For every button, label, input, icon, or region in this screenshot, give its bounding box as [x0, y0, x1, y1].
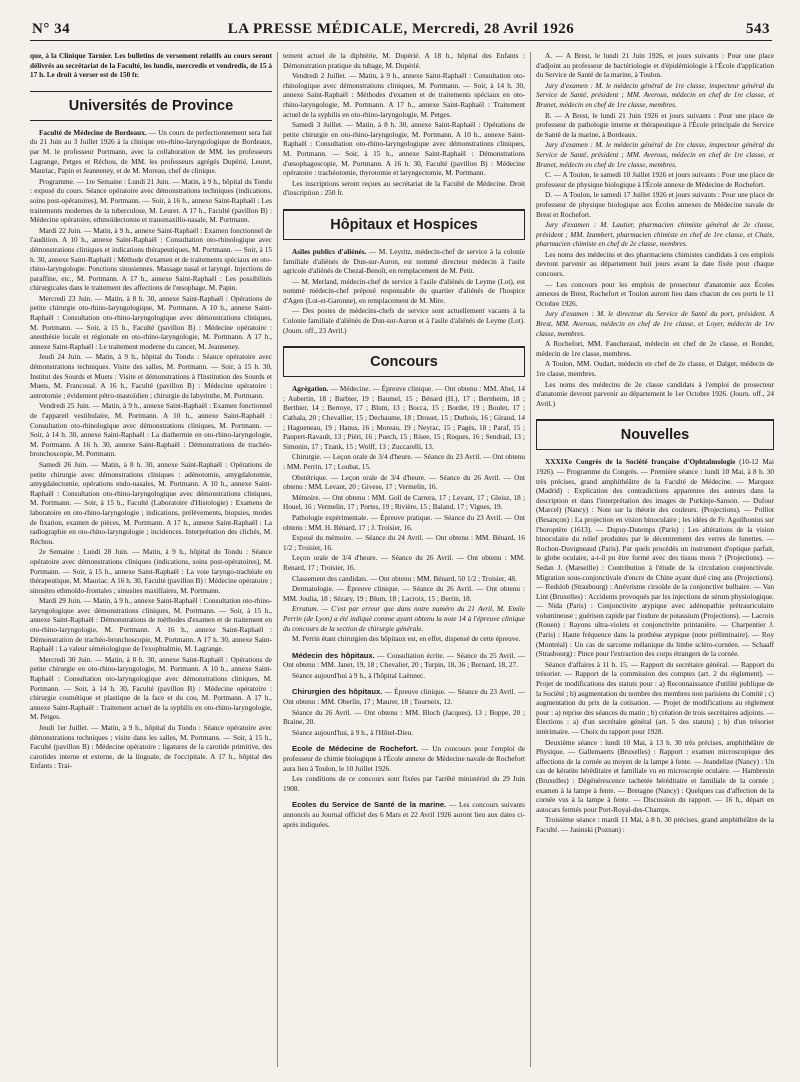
chirurgien-paragraph: [283, 687, 525, 707]
section-title-hopitaux: Hôpitaux et Hospices: [283, 209, 525, 240]
chirurgien-text: — Épreuve clinique. — Séance du 23 Avril. — Ont obtenu : MM. Oberlin, 17 ; Maurer, 18 ; Tourneix, 12.: [283, 688, 525, 707]
section-title-concours: Concours: [283, 346, 525, 377]
column-2: [283, 52, 525, 1072]
chirurgien-block: [283, 687, 525, 738]
program-paragraph: Programme. — 1re Semaine : Lundi 21 Juin. — Matin, à 9 h., hôpital du Tondu : exposé du cours. Séance opératoire avec démonstrations techniques (indications, soins post-opératoires), M. Portmann. — Soir, à 16 h., annexe Saint-Raphaël : Les traitements modernes de la tuberculose, M. Leuret. A 17 h., Faculté (pavillon B) : Médecine opératoire, ethmoïdectomie et transmaxillo-nasale, M. Portmann.: [30, 177, 272, 225]
chirurgien-lead: Chirurgien des hôpitaux.: [292, 687, 383, 697]
congres-paragraph: Séance d'affaires à 11 h. 15. — Rapport du secrétaire général. — Rapport du trésorier. — Rapport de la commission des comptes (art. 2 du règlement). — Projet de modifications des statuts pour : a) Reconnaissance d'utilité publique de la Société ; b) augmentation du nombre des membres non parisiens du Comité ; c) augmentation du prix de la cotisation. — Projet de modifications au règlement pour : a) reprise des séances du matin ; b) création de trois secrétaires adjoints. — Élections : a) d'un secrétaire général (art. 5 des statuts) ; b) d'un trésorier intérimaire. — Choix du rapport pour 1928.: [536, 660, 774, 736]
agregation-text: — Médecine. — Épreuve clinique. — Ont obtenu : MM. Abel, 14 ; Aubertin, 18 ; Barbier, 19 ; Baumel, 15 ; Bénard (H.), 17 ; Bernheim, 18 ; Berthier, 14 ; Bertoye, 17 ; Blum, 13 ; Bocca, 15 ; Bordet, 19 ; Boulet, 17 ; Cathala, 20 ; Chevallier, 15 ; Dechaume, 18 ; Drouet, 15 ; Duthois, 16 ; Giraud, 14 ; Hagueneau, 19 ; Hanus, 16 ; Moreau, 19 ; Neyrac, 15 ; Pagès, 18 ; Paraf, 15 ; Paupert-Ravault, 13 ; Piéri, 16 ; Puech, 15 ; Risee, 15 ; Roques, 16 ; Sendrail, 13 ; Simonin, 17 ; Tzank, 15 ; Wolff, 13 ; Zuccarelli, 13.: [283, 385, 525, 451]
program-paragraph: 2e Semaine : Lundi 28 Juin. — Matin, à 9 h., hôpital du Tondu : Séance opératoire avec démonstrations cliniques (indications, soins post-opératoires), M. Portmann. — Soir, à 15 h., annexe Saint-Raphaël : La voie laryngo-trachéale en thérapeutique, M. Mauriac. A 16 h. 30, Faculté (pavillon B) : Médecine opératoire ; sinusites ethmoïdo-frontales ; sinusites maxillaires, M. Portmann.: [30, 548, 272, 595]
ecoles-lead: Ecoles du Service de Santé de la marine.: [292, 800, 447, 810]
jury-paragraph: Jury d'examen : M. Lautier, pharmacien chimiste général de 2e classe, président ; MM. Izambert, pharmacien chimiste en chef de 1re classe, et Chaix, pharmacien chimiste en chef de 2e classe, membres.: [536, 221, 774, 249]
congres-paragraph: Deuxième séance : lundi 10 Mai, à 13 h. 30 très précises, amphithéâtre de Physique. — Gallemaerts (Bruxelles) : Rapport : examen microscopique des affections de la cornée au moyen de la lampe à fente. — Jeandelize (Nancy) : Un cas de kératite héréditaire et familiale vu en microscopie oculaire. — Hambresin (Bruxelles) : Dégénérescence tachetée héréditaire et familiale de la cornée ; examen à la lampe à fente. — Bretagne (Nancy) : Quelques cas d'affection de la cornée vus à la lampe à fente. — Discussion du rapport. — 16 h., départ en autocars fermés pour Port-Royal-des-Champs.: [536, 738, 774, 814]
running-head: [30, 18, 772, 41]
program-paragraph: Samedi 3 Juillet. — Matin, à 8 h. 30, annexe Saint-Raphaël : Opérations de petite chirurgie en oto-rhino-laryngologie, M. Portmann. A 10 h., annexe Saint-Raphaël : Consultation oto-rhino-laryngologique avec démonstrations cliniques, M. Portmann. — Soir, à 15 h., annexe Saint-Raphaël : Démonstrations d'œsophagoscopie, M. Portmann. A 16 h. 30, Faculté (pavillon B) : Médecine opératoire : trachéotomie, thyrotomie et laryngectomie, M. Portmann.: [283, 121, 525, 178]
agregation-paragraph: Chirurgie. — Leçon orale de 3/4 d'heure. — Séance du 23 Avril. — Ont obtenu : MM. Perrin, 17 ; Loubat, 15.: [283, 453, 525, 471]
chirurgien-paragraph: Séance aujourd'hui, à 9 h., à l'Hôtel-Dieu.: [292, 728, 413, 737]
erratum-paragraph: Erratum. — C'est par erreur que dans notre numéro du 21 Avril, M. Emile Perrin (de Lyon) a été indiqué comme ayant obtenu la note 14 à l'épreuve clinique du concours de la section de chirurgie générale.: [283, 605, 525, 633]
program-paragraph: Mercredi 30 Juin. — Matin, à 8 h. 30, annexe Saint-Raphaël : Opérations de petite chirurgie en oto-rhino-laryngologie, M. Portmann. A 10 h., annexe Saint-Raphaël : Consultation oto-laryngologique avec démonstrations cliniques, M. Portmann. — Soir, à 14 h. 30, Faculté (pavillon B) : Médecine opératoire : chirurgie cosmétique et plastique de la face et du cou, M. Portmann. A 17 h., annexe Saint-Raphaël : Traitement actuel de la syphilis en oto-rhino-laryngologie, M. Petges.: [30, 655, 272, 722]
marine-paragraph: C. — A Toulon, le samedi 10 Juillet 1926 et jours suivants : Pour une place de professeur de physique biologique à l'École annexe de Médecine de Rochefort.: [536, 171, 774, 189]
agregation-paragraph: Dermatologie. — Épreuve clinique. — Séance du 26 Avril. — Ont obtenu : MM. Joulia, 18 ; Sézary, 19 ; Blum, 18 ; Lacroix, 15 ; Bertin, 18.: [283, 585, 525, 603]
marine-paragraph: A Rochefort, MM. Faucheraud, médecin en chef de 2e classe, et Rondet, médecin de 1re classe, membres.: [536, 340, 774, 358]
section-title-nouvelles: Nouvelles: [536, 419, 774, 450]
marine-paragraph: A Toulon, MM. Oudart, médecin en chef de 2e classe, et Dalger, médecin de 1re classe, membres.: [536, 360, 774, 378]
marine-paragraph: B. — A Brest, le lundi 21 Juin 1926 et jours suivants : Pour une place de professeur de pathologie interne et thérapeutique à l'École principale du Service de Santé de la marine, à Bordeaux.: [536, 111, 774, 139]
agregation-paragraph: [283, 385, 525, 452]
erratum-paragraph: M. Perrin étant chirurgien des hôpitaux est, en effet, dispensé de cette épreuve.: [292, 635, 521, 644]
rochefort-paragraph: [283, 744, 525, 774]
medecin-text: — Consultation écrite. — Séance du 25 Avril. — Ont obtenu : MM. Janet, 19, 18 ; Chevalier, 20 ; Turpin, 18, 36 ; Bernard, 18, 27.: [283, 651, 525, 670]
ecoles-text: — Les concours suivants annoncés au Journal officiel des 6 Mars et 22 Avril 1926 auront lieu aux dates ci-après indiquées.: [283, 801, 525, 829]
jury-paragraph: Jury d'examen : M. le médecin général de 1re classe, inspecteur général du Service de Santé, président ; MM. Averous, médecin en chef de 1re classe, et Brunet, médecin en chef de 1re classe, membres.: [536, 141, 774, 169]
program-paragraph: Jeudi 24 Juin. — Matin, à 9 h., hôpital du Tondu : Séance opératoire avec démonstrations techniques. Visite des salles, M. Portmann. — Soir, à 15 h. 30, Institut des Sourds et Muets : Visite et démonstrations à l'Institution des Sourds et Muets, M. Francoual. A 16 h., Faculté (pavillon B) : Médecine opératoire : antrotomie ; évidement pétro-mastoïdien ; chirurgie du labyrinthe, M. Portmann.: [30, 353, 272, 400]
marine-paragraph: Les noms des médecins et des pharmaciens chimistes candidats à ces emplois devront parvenir au département huit jours avant la date fixée pour chaque concours.: [536, 250, 774, 279]
agregation-paragraph: Obstétrique. — Leçon orale de 3/4 d'heure. — Séance du 26 Avril. — Ont obtenu : MM. Levant, 20 ; Givese, 17 ; Vermelin, 16.: [283, 473, 525, 492]
asiles-paragraph: — Des postes de médecins-chefs de service sont actuellement vacants à la Colonie familiale d'aliénés de Dun-sur-Auron et à l'asile d'aliénés de Leyme (Lot). (Journ. off., 23 Avril.): [283, 307, 525, 335]
bordeaux-intro: — Un cours de perfectionnement sera fait du 21 Juin au 3 Juillet 1926 à la clinique oto-rhino-laryngologique de Bordeaux, par M. le professeur Portmann, avec la collaboration de MM. les professeurs Lagrange, Petges et Réchou, de MM. les professeurs agrégés Dupérié, Leuret, Mauriac, Papin et Jeanneney, et de M. Moreau, chef de clinique.: [30, 128, 272, 176]
agregation-paragraph: Mémoire. — Ont obtenu : MM. Goll de Carrera, 17 ; Levant, 17 ; Gleisz, 18 ; Houel, 16 ; Vermelin, 17 ; Portes, 19 ; Rivière, 15 ; Baland, 17 ; Vignes, 19.: [283, 493, 525, 512]
inscription-note: Les inscriptions seront reçues au secrétariat de la Faculté de Médecine. Droit d'inscription : 250 fr.: [283, 179, 525, 198]
agregation-paragraph: Pathologie expérimentale. — Épreuve pratique. — Séance du 23 Avril. — Ont obtenu : MM. H. Bénard, 17 ; J. Troisier, 16.: [283, 513, 525, 532]
program-paragraph: Samedi 26 Juin. — Matin, à 8 h. 30, annexe Saint-Raphaël : Opérations de petite chirurgie avec démonstrations cliniques : adénotomie, amygdalotomie, amygdalectomie, opérations endo-nasales, M. Portmann. A 10 h., annexe Saint-Raphaël : Consultation oto-rhino-laryngologique avec démonstrations cliniques, M. Portmann. — Soir, à 15 h., Faculté (Laboratoire d'Histologie) : Examens de laboratoire en oto-rhino-laryngologie ; indications, prélèvements, biopsies, modes de fixation, examen de pièces, M. Portmann. A 17 h., annexe Saint-Raphaël : La radiographie en oto-rhino-laryngologie ; incidences. Interprétation des clichés, M. Réchou.: [30, 460, 272, 546]
program-paragraph: Jeudi 1er Juillet. — Matin, à 9 h., hôpital du Tondu : Séance opératoire avec démonstrations techniques ; visite dans les salles, M. Portmann. — Soir, à 15 h., Faculté (pavillon B) : Médecine opératoire : ligatures de la carotide primitive, des carotides interne et externe, de la linguale, de l'occipitale. A 17 h., hôpital des Enfants : Trai-: [30, 724, 272, 771]
agregation-paragraph: Exposé du mémoire. — Séance du 24 Avril. — Ont obtenu : MM. Bénard, 16 1/2 ; Troisier, 16.: [283, 534, 525, 552]
jury-paragraph: Jury d'examen : M. le médecin général de 1re classe, inspecteur général du Service de Santé, président ; MM. Averous, médecin en chef de 1re classe, et Brunet, médecin en chef de 1re classe, membres.: [536, 81, 774, 109]
column-rule: [277, 52, 278, 1067]
asiles-paragraph: — M. Merland, médecin-chef de service à l'asile d'aliénés de Leyme (Lot), est nommé médecin-chef préposé responsable du quartier d'aliénés de l'hospice d'Agen (Lot-et-Garonne), en remplacement de M. Mire.: [283, 277, 525, 305]
marine-paragraph: — Les concours pour les emplois de prosecteur d'anatomie aux Écoles annexes de Brest, Rochefort et Toulon auront lieu dans chacun de ces ports le 11 Octobre 1926.: [536, 280, 774, 308]
course-intro: que, à la Clinique Tarnier. Les bulletins de versement relatifs au cours seront délivrés au secrétariat de la Faculté, les lundis, mercredis et vendredis, de 15 à 17 h. Le droit à verser est de 150 fr.: [30, 52, 272, 80]
column-rule: [530, 52, 531, 1067]
marine-paragraph: D. — A Toulon, le samedi 17 Juillet 1926 et jours suivants : Pour une place de professeur de physique biologique aux Écoles annexes de Médecine navale de Brest et Rochefort.: [536, 191, 774, 219]
rochefort-lead: Ecole de Médecine de Rochefort.: [292, 744, 418, 754]
marine-paragraph: Les noms des médecins de 2e classe candidats à l'emploi de prosecteur d'anatomie devront parvenir au département le 1er Octobre 1926. (Journ. off., 24 Avril.): [536, 380, 774, 408]
rochefort-block: [283, 744, 525, 794]
program-paragraph: Vendredi 2 Juillet. — Matin, à 9 h., annexe Saint-Raphaël : Consultation oto-rhinologique avec démonstrations cliniques, M. Portmann. — Soir, à 14 h. 30, annexe Saint-Raphaël : Méthodes d'examen et de traitements spéciaux en oto-rhino-laryngologie, M. Portmann. A 17 h., annexe Saint-Raphaël : Traitement actuel de la syphilis en oto-rhino-laryngologie, M. Petges.: [283, 72, 525, 119]
rochefort-paragraph: Les conditions de ce concours sont fixées par l'arrêté ministériel du 29 Juin 1908.: [283, 775, 525, 793]
program-paragraph: Mardi 22 Juin. — Matin, à 9 h., annexe Saint-Raphaël : Examen fonctionnel de l'audition. A 10 h., annexe Saint-Raphaël : Consultation oto-rhinologique avec démonstrations cliniques et indications thérapeutiques, M. Portmann. — Soir, à 15 h. 30, annexe Saint-Raphaël : Méthode d'examen et de traitements spéciaux en oto-rhino-laryngologie. Ponctions sinusiennes. Massage nasal et laryngé. Injections de paraffine, etc., M. Portmann. A 17 h., annexe Saint-Raphaël : Les possibilités chirurgicales dans le traitement des affections de l'œsophage, M. Papin.: [30, 226, 272, 293]
ecoles-paragraph: [283, 800, 525, 830]
agregation-paragraph: Classement des candidats. — Ont obtenu : MM. Bénard, 50 1/2 ; Troisier, 48.: [292, 574, 517, 583]
program-continued: tement actuel de la diphtérie, M. Dupérié. A 18 h., hôpital des Enfants : Démonstration pratique du tubage, M. Dupérié.: [283, 52, 525, 70]
congres-paragraph: Troisième séance : mardi 11 Mai, à 8 h. 30 précises, grand amphithéâtre de la Faculté. — Jasinski (Poznan) :: [536, 816, 774, 834]
asiles-lead: Asiles publics d'aliénés.: [292, 247, 367, 256]
medecin-block: [283, 651, 525, 682]
jury-paragraph: Jury d'examen : M. le directeur du Service de Santé du port, président. A Brest, MM. Averous, médecin en chef de 1re classe, et Loyer, médecin de 1re classe, membres.: [536, 310, 774, 338]
marine-paragraph: A. — A Brest, le lundi 21 Juin 1926, et jours suivants : Pour une place d'adjoint au professeur de bactériologie et d'épidémiologie à l'École d'application du Service de Santé de la marine, à Toulon.: [536, 52, 774, 80]
rochefort-text: — Un concours pour l'emploi de professeur de chimie biologique à l'École annexe de Médecine navale de Rochefort aura lieu à Toulon, le 10 Juillet 1926.: [283, 745, 525, 773]
asiles-paragraph: [283, 248, 525, 277]
congres-text: (10-12 Mai 1926). — Programme du Congrès. — Première séance : lundi 10 Mai, à 8 h. 30 très précises, grand amphithéâtre de la Faculté de Médecine. — Marquez (Madrid) : Explication des contradictions apparentes des auteurs dans la description et dans l'interprétation des images de Purkinje-Sanson. — Dufour (Marcel) (Nancy) : Note sur la théorie des couleurs. (Projections). — Polliot (Besançon) : La projection en vision binoculaire ; les idées de Fr. Aguilhonius sur l'horoptère (1613). — Dupuy-Dutemps (Paris) : Les altérations de la vision binoculaire du relief produites par le décentrement des verres de lunettes. — Rochon-Duvigneaud (Paris). Par quels procédés un instrument d'optique parfait, le globe oculaire, a-t-il pu être formé avec des tissus mous ? (Projections). — Sedan J. (Marseille) : Contribution à l'étude de la circulation conjonctivale. Migration sous-conjonctivale d'encre de Chine ayant duré cinq ans (Projections). — Redslob (Strasbourg) : Anévrisme cirsoïde de la conjonctive bulbaire. — Van Lint (Bruxelles) : Accidents provoqués par les injections de sérum physiologique. — Nida (Paris) : Conjonctivite atypique avec adénopathie prétrauriculaire volumineuse ; guérison rapide par l'iodure de potassium (Projections). — Lacroix (Rouen) : Rayons ultra-violets et conjonctivite printanière. — Charpentier J. (Paris) : Haute fréquence dans la prothèse atypique (note préliminaire). — Roy (Montréal) : Un cas de sarcome mélanique du limbe scléro-cornéen. — Schaaff (Strasbourg) : Pince pour l'extraction des corps étrangers de la cornée.: [536, 458, 774, 659]
column-3: [536, 52, 774, 1072]
masthead: LA PRESSE MÉDICALE, Mercredi, 28 Avril 1926: [227, 21, 575, 37]
section-title-universites: Universités de Province: [30, 91, 272, 121]
bordeaux-paragraph: [30, 129, 272, 177]
congres-paragraph: [536, 458, 774, 659]
medecin-paragraph: [283, 651, 525, 671]
ecoles-block: [283, 800, 525, 830]
page-number: 543: [746, 21, 770, 37]
congres-lead: XXXIXe Congrès de la Société française d'Ophtalmologie: [545, 458, 736, 467]
program-paragraph: Vendredi 25 Juin. — Matin, à 9 h., annexe Saint-Raphaël : Examen fonctionnel de l'appareil vestibulaire, M. Portmann. A 10 h., annexe Saint-Raphaël : Consultation oto-rhinologique avec démonstrations cliniques, M. Portmann. — Soir, à 14 h. 30, annexe Saint-Raphaël : La diathermie en oto-rhino-laryngologie, M. Portmann. A 16 h. 30, annexe Saint-Raphaël : Démonstrations de trachéo-bronchoscopie, M. Portmann.: [30, 402, 272, 459]
program-paragraph: Mardi 29 Juin. — Matin, à 9 h., annexe Saint-Raphaël : Consultation oto-rhino-laryngologique avec démonstrations cliniques, M. Portmann. — Soir, à 15 h., annexe Saint-Raphaël : Démonstrations de méthodes d'examen et de traitement en oto-rhino-laryngologie, M. Portmann. A 16 h., annexe Saint-Raphaël : Démonstration de trachéo-bronchoscopie, M. Portmann. A 17 h. 30, annexe Saint-Raphaël : La valeur séméiologique de l'exophtalmie, M. Lagrange.: [30, 597, 272, 654]
medecin-paragraph: Séance aujourd'hui à 9 h., à l'hôpital Laënnec.: [292, 671, 426, 680]
chirurgien-paragraph: Séance du 26 Avril. — Ont obtenu : MM. Bloch (Jacques), 13 ; Boppe, 20 ; Braine, 20.: [283, 708, 525, 727]
bordeaux-lead: Faculté de Médecine de Bordeaux.: [39, 128, 147, 137]
agregation-paragraph: Leçon orale de 3/4 d'heure. — Séance du 26 Avril. — Ont obtenu : MM. Renard, 17 ; Troisier, 16.: [283, 554, 525, 572]
agregation-lead: Agrégation.: [292, 385, 329, 394]
asiles-text: — M. Leyritz, médecin-chef de service à la colonie familiale d'aliénés de Dun-sur-Auron, est nommé directeur médecin à l'asile agricole d'aliénés de Chezal-Benoît, en remplacement de M. Petit.: [283, 247, 525, 276]
medecin-lead: Médecin des hôpitaux.: [292, 650, 375, 660]
program-paragraph: Mercredi 23 Juin. — Matin, à 8 h. 30, annexe Saint-Raphaël : Opérations de petite chirurgie oto-rhino-laryngologique, M. Portmann. A 10 h., annexe Saint-Raphaël : Consultation oto-rhino-laryngologique avec démonstrations cliniques, M. Portmann. — Soir, à 15 h., Faculté (pavillon B) : Médecine opératoire : anesthésie locale et régionale en oto-rhino-laryngologie, M. Portmann. A 17 h., annexe Saint-Raphaël : Le traitement moderne du cancer, M. Jeanneney.: [30, 294, 272, 351]
column-1: [30, 52, 272, 1072]
issue-number: N° 34: [32, 21, 71, 37]
